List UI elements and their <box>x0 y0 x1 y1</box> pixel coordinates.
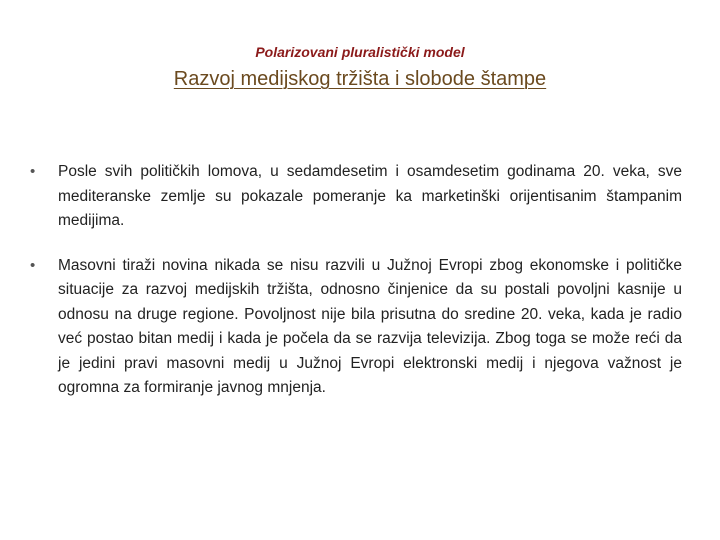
bullet-item <box>30 160 682 234</box>
slide-title-wrapper <box>0 66 720 92</box>
bullet-marker: • <box>30 163 36 180</box>
bullet-item <box>30 254 682 401</box>
bullet-marker: • <box>30 256 36 274</box>
slide-title: Razvoj medijskog tržišta i slobode štampe <box>173 68 547 90</box>
bullet-list <box>30 160 682 421</box>
bullet-text: Posle svih političkih lomova, u sedamdesetim i osamdesetim godinama 20. veka, sve mediteranske zemlje su pokazale pomeranje ka marketinški orijentisanim štampanim medijima. <box>58 163 682 229</box>
slide-supertitle: Polarizovani pluralistički model <box>255 44 465 60</box>
bullet-text: Masovni tiraži novina nikada se nisu razvili u Južnoj Evropi zbog ekonomske i političke situacije za razvoj medijskih tržišta, odnosno činjenice da su postali povoljni kasnije u odnosu na druge regione. Povoljnost nije bila prisutna do sredine 20. veka, kada je radio već postao bitan medij i kada je počela da se razvija televizija. Zbog toga se može reći da je jedini pravi masovni medij u Južnoj Evropi elektronski medij i njegova važnost je ogromna za formiranje javnog mnjenja. <box>58 256 682 396</box>
